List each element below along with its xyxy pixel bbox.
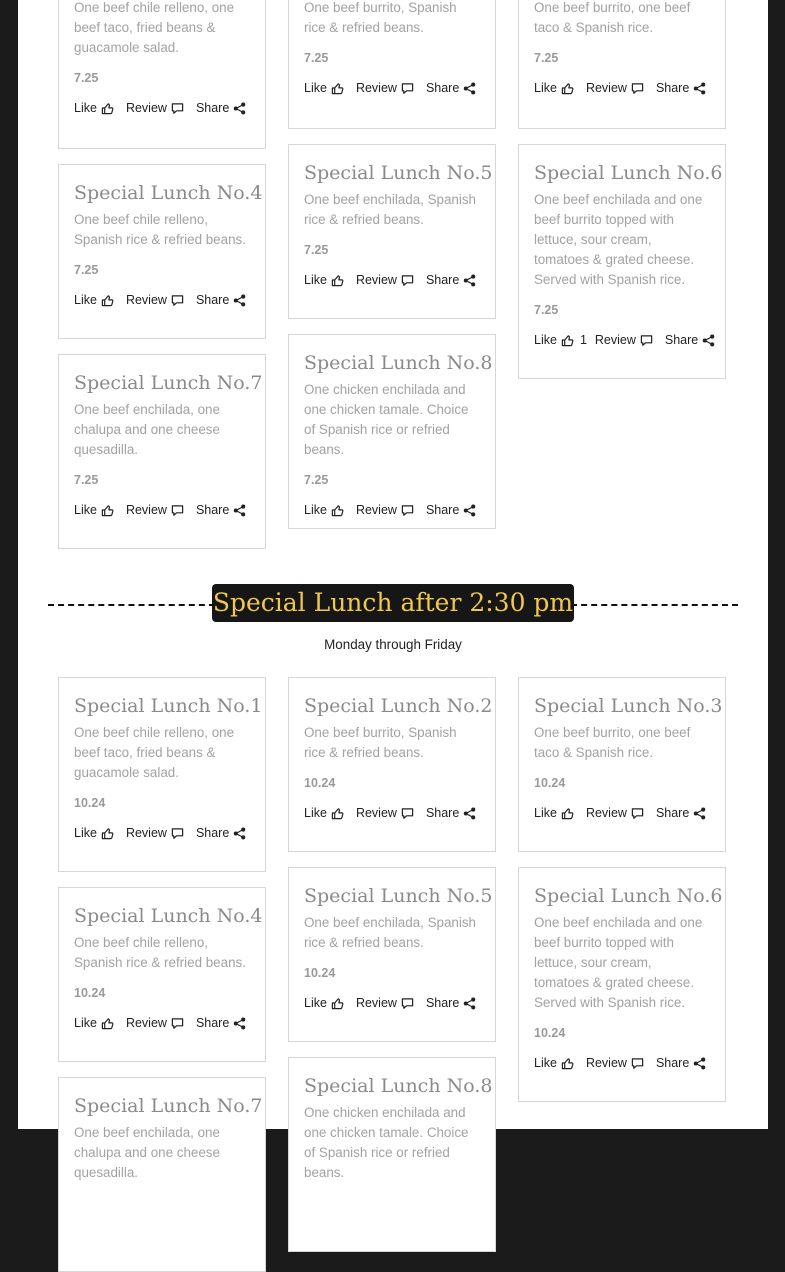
share-icon xyxy=(233,102,246,115)
item-title: Special Lunch No.5 xyxy=(304,162,493,184)
comment-icon xyxy=(631,82,644,95)
item-description: One beef chile relleno, one beef taco, fried beans & guacamole salad. xyxy=(74,725,235,780)
item-title: Special Lunch No.8 xyxy=(304,1075,493,1097)
comment-icon xyxy=(631,807,644,820)
menu-card xyxy=(518,867,726,1102)
like-button[interactable]: Like xyxy=(304,996,344,1010)
item-actions xyxy=(534,1053,710,1073)
comment-icon xyxy=(171,102,184,115)
item-title: Special Lunch No.2 xyxy=(304,695,493,717)
menu-page xyxy=(18,0,768,1180)
item-price: 7.25 xyxy=(74,473,99,487)
item-actions xyxy=(74,98,250,118)
comment-icon xyxy=(401,82,414,95)
menu-card xyxy=(58,0,266,149)
item-title: Special Lunch No.7 xyxy=(74,1095,263,1117)
share-button[interactable]: Share xyxy=(196,101,246,115)
item-title: Special Lunch No.5 xyxy=(304,885,493,907)
item-actions xyxy=(74,823,250,843)
thumbs-up-icon xyxy=(331,504,344,517)
comment-icon xyxy=(401,807,414,820)
thumbs-up-icon xyxy=(561,807,574,820)
thumbs-up-icon xyxy=(101,1017,114,1030)
item-description: One beef enchilada, one chalupa and one cheese quesadilla. xyxy=(74,402,220,457)
like-button[interactable]: Like xyxy=(74,503,114,517)
thumbs-up-icon xyxy=(101,102,114,115)
share-icon xyxy=(693,1057,706,1070)
comment-icon xyxy=(401,504,414,517)
share-icon xyxy=(463,997,476,1010)
menu-card xyxy=(518,144,726,379)
item-price: 10.24 xyxy=(304,776,336,790)
share-button[interactable]: Share xyxy=(426,806,476,820)
item-description: One beef enchilada, Spanish rice & refried beans. xyxy=(304,192,476,227)
item-actions xyxy=(534,78,710,98)
item-description: One beef chile relleno, Spanish rice & refried beans. xyxy=(74,935,246,970)
comment-icon xyxy=(631,1057,644,1070)
menu-card xyxy=(58,354,266,549)
like-button[interactable]: Like xyxy=(304,273,344,287)
like-button[interactable]: Like xyxy=(304,806,344,820)
item-description: One chicken enchilada and one chicken tamale. Choice of Spanish rice or refried beans. xyxy=(304,382,469,457)
comment-icon xyxy=(171,1017,184,1030)
thumbs-up-icon xyxy=(101,504,114,517)
share-button[interactable]: Share xyxy=(656,1056,706,1070)
item-title: Special Lunch No.4 xyxy=(74,905,263,927)
item-title: Special Lunch No.3 xyxy=(534,695,723,717)
thumbs-up-icon xyxy=(561,1057,574,1070)
review-button[interactable]: Review xyxy=(126,1016,184,1030)
review-button[interactable]: Review xyxy=(126,826,184,840)
item-actions xyxy=(304,270,480,290)
share-button[interactable]: Share xyxy=(426,503,476,517)
item-title: Special Lunch No.6 xyxy=(534,162,723,184)
share-icon xyxy=(693,807,706,820)
item-description: One beef enchilada and one beef burrito topped with lettuce, sour cream, tomatoes & grated cheese. Served with Spanish rice. xyxy=(534,192,703,287)
like-button[interactable]: Like xyxy=(534,81,574,95)
thumbs-up-icon xyxy=(561,334,574,347)
item-description: One chicken enchilada and one chicken tamale. Choice of Spanish rice or refried beans. xyxy=(304,1105,469,1180)
share-button[interactable]: Share xyxy=(426,273,476,287)
share-icon xyxy=(463,274,476,287)
menu-card xyxy=(518,0,726,129)
item-price: 7.25 xyxy=(304,473,329,487)
item-title: Special Lunch No.8 xyxy=(304,352,493,374)
like-button[interactable]: Like xyxy=(74,826,114,840)
share-icon xyxy=(233,504,246,517)
comment-icon xyxy=(401,997,414,1010)
item-description: One beef burrito, Spanish rice & refried beans. xyxy=(304,0,457,35)
item-description: One beef burrito, one beef taco & Spanish rice. xyxy=(534,0,691,35)
item-description: One beef burrito, one beef taco & Spanish rice. xyxy=(534,725,691,760)
comment-icon xyxy=(171,504,184,517)
review-button[interactable]: Review xyxy=(356,996,414,1010)
item-title: Special Lunch No.4 xyxy=(74,182,263,204)
item-price: 10.24 xyxy=(304,966,336,980)
share-icon xyxy=(463,82,476,95)
share-button[interactable]: Share xyxy=(196,293,246,307)
item-price: 7.25 xyxy=(304,51,329,65)
thumbs-up-icon xyxy=(331,997,344,1010)
item-actions xyxy=(74,1013,250,1033)
review-button[interactable]: Review xyxy=(586,1056,644,1070)
share-icon xyxy=(693,82,706,95)
item-price: 7.25 xyxy=(74,71,99,85)
like-button[interactable]: Like xyxy=(534,1056,574,1070)
review-button[interactable]: Review xyxy=(126,101,184,115)
share-button[interactable]: Share xyxy=(665,333,715,347)
item-description: One beef chile relleno, Spanish rice & refried beans. xyxy=(74,212,246,247)
item-description: One beef enchilada and one beef burrito topped with lettuce, sour cream, tomatoes & grated cheese. Served with Spanish rice. xyxy=(534,915,703,1010)
review-button[interactable]: Review xyxy=(356,806,414,820)
review-button[interactable]: Review xyxy=(356,81,414,95)
comment-icon xyxy=(401,274,414,287)
share-button[interactable]: Share xyxy=(196,826,246,840)
like-button[interactable]: Like xyxy=(74,293,114,307)
review-button[interactable]: Review xyxy=(595,333,653,347)
item-actions xyxy=(74,290,250,310)
like-button[interactable]: Like xyxy=(304,503,344,517)
item-price: 7.25 xyxy=(534,303,559,317)
thumbs-up-icon xyxy=(331,807,344,820)
like-button[interactable]: Like xyxy=(534,806,574,820)
menu-card xyxy=(288,677,496,852)
share-icon xyxy=(233,1017,246,1030)
item-actions xyxy=(304,803,480,823)
review-button[interactable]: Review xyxy=(126,503,184,517)
item-actions xyxy=(534,330,710,350)
share-button[interactable]: Share xyxy=(196,503,246,517)
item-description: One beef chile relleno, one beef taco, fried beans & guacamole salad. xyxy=(74,0,235,55)
item-description: One beef burrito, Spanish rice & refried beans. xyxy=(304,725,457,760)
menu-card xyxy=(288,867,496,1042)
item-actions xyxy=(304,500,480,520)
item-description: One beef enchilada, Spanish rice & refried beans. xyxy=(304,915,476,950)
item-price: 7.25 xyxy=(534,51,559,65)
item-title: Special Lunch No.6 xyxy=(534,885,723,907)
item-price: 7.25 xyxy=(304,243,329,257)
item-actions xyxy=(304,993,480,1013)
item-actions xyxy=(74,500,250,520)
share-button[interactable]: Share xyxy=(656,806,706,820)
section-title: Special Lunch after 2:30 pm xyxy=(212,584,574,622)
section-subtitle: Monday through Friday xyxy=(324,637,462,652)
share-icon xyxy=(463,504,476,517)
share-button[interactable]: Share xyxy=(426,996,476,1010)
share-button[interactable]: Share xyxy=(426,81,476,95)
item-title: Special Lunch No.1 xyxy=(74,695,263,717)
thumbs-up-icon xyxy=(331,82,344,95)
like-button[interactable]: Like xyxy=(74,1016,114,1030)
share-button[interactable]: Share xyxy=(656,81,706,95)
share-button[interactable]: Share xyxy=(196,1016,246,1030)
item-price: 10.24 xyxy=(534,776,566,790)
menu-card xyxy=(518,677,726,852)
review-button[interactable]: Review xyxy=(356,503,414,517)
item-price: 10.24 xyxy=(534,1026,566,1040)
share-icon xyxy=(702,334,715,347)
comment-icon xyxy=(171,827,184,840)
share-icon xyxy=(463,807,476,820)
menu-card xyxy=(288,334,496,529)
item-actions xyxy=(304,78,480,98)
comment-icon xyxy=(640,334,653,347)
menu-card xyxy=(288,144,496,319)
review-button[interactable]: Review xyxy=(356,273,414,287)
like-button[interactable]: Like xyxy=(304,81,344,95)
thumbs-up-icon xyxy=(101,294,114,307)
like-button[interactable]: Like xyxy=(74,101,114,115)
item-price: 10.24 xyxy=(74,796,106,810)
menu-card xyxy=(58,887,266,1062)
item-actions xyxy=(534,803,710,823)
thumbs-up-icon xyxy=(561,82,574,95)
review-button[interactable]: Review xyxy=(126,293,184,307)
menu-card xyxy=(58,677,266,872)
menu-card xyxy=(58,164,266,339)
like-button[interactable]: Like 1 xyxy=(534,333,587,347)
item-title: Special Lunch No.7 xyxy=(74,372,263,394)
item-description: One beef enchilada, one chalupa and one cheese quesadilla. xyxy=(74,1125,220,1180)
like-count: 1 xyxy=(579,333,587,347)
menu-card xyxy=(288,0,496,129)
thumbs-up-icon xyxy=(101,827,114,840)
menu-card xyxy=(58,1077,266,1272)
review-button[interactable]: Review xyxy=(586,81,644,95)
item-price: 10.24 xyxy=(74,986,106,1000)
menu-card xyxy=(288,1057,496,1252)
comment-icon xyxy=(171,294,184,307)
share-icon xyxy=(233,294,246,307)
review-button[interactable]: Review xyxy=(586,806,644,820)
item-price: 7.25 xyxy=(74,263,99,277)
share-icon xyxy=(233,827,246,840)
thumbs-up-icon xyxy=(331,274,344,287)
